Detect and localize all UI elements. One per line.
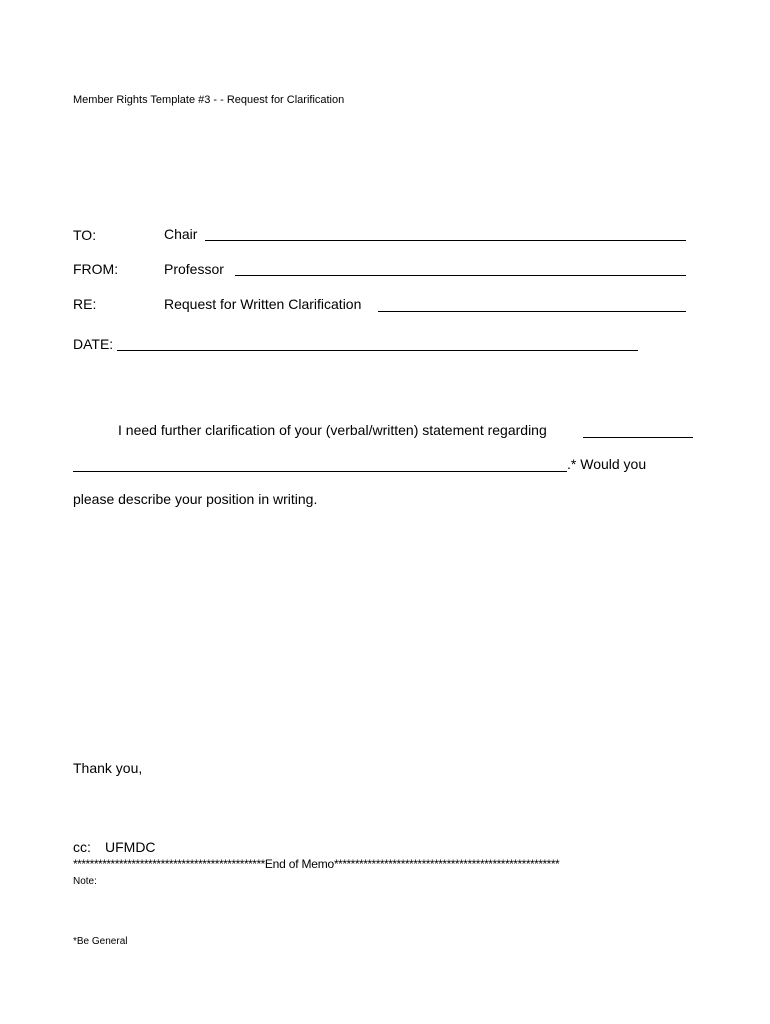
from-blank-line — [235, 275, 686, 276]
date-label: DATE: — [73, 336, 114, 352]
body-line-1: I need further clarification of your (verbal/written) statement regarding — [118, 422, 547, 438]
end-of-memo-label: End of Memo — [264, 857, 334, 871]
end-of-memo-stars-right: ****************************************************** — [334, 857, 560, 871]
to-value: Chair — [164, 226, 198, 242]
body-line-2-suffix: .* Would you — [567, 456, 647, 472]
regarding-blank-line — [583, 437, 693, 438]
end-of-memo-stars-left: ********************************************** — [73, 857, 265, 871]
closing-thanks: Thank you, — [73, 760, 143, 776]
document-header: Member Rights Template #3 - - Request for Clarification — [73, 94, 345, 106]
date-blank-line — [117, 350, 638, 351]
cc-value: UFMDC — [105, 839, 156, 855]
to-label: TO: — [73, 227, 97, 243]
end-of-memo-line — [73, 857, 695, 871]
footnote-text: *Be General — [73, 936, 128, 947]
statement-blank-line — [73, 471, 567, 472]
cc-label: cc: — [73, 839, 91, 855]
re-label: RE: — [73, 296, 97, 312]
from-label: FROM: — [73, 261, 119, 277]
re-blank-line — [378, 311, 686, 312]
to-blank-line — [205, 240, 686, 241]
re-value: Request for Written Clarification — [164, 296, 362, 312]
note-label: Note: — [73, 876, 97, 887]
from-value: Professor — [164, 261, 224, 277]
body-line-3: please describe your position in writing. — [73, 491, 318, 507]
